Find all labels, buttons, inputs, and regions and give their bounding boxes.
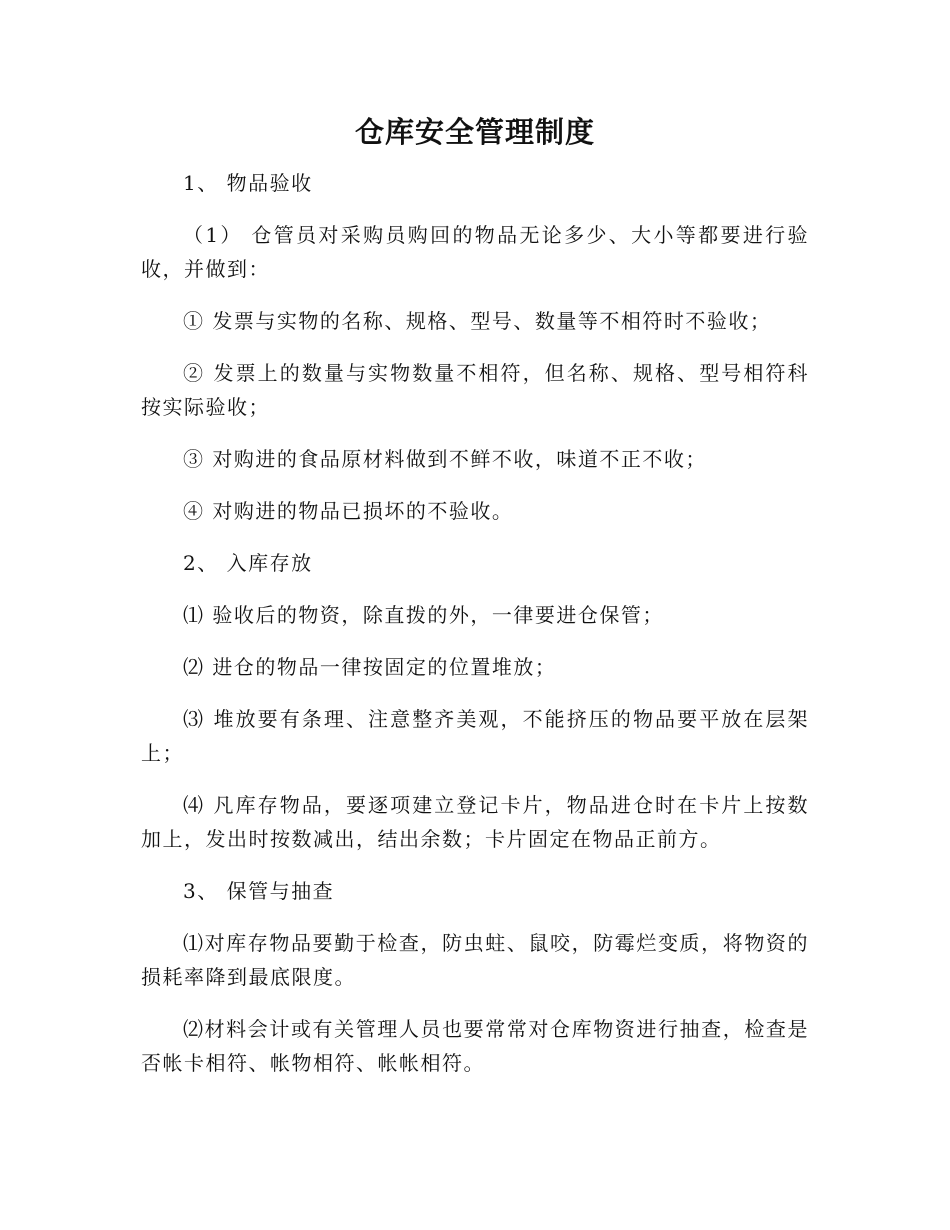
list-item-storage-4: ⑷ 凡库存物品，要逐项建立登记卡片，物品进仓时在卡片上按数加上，发出时按数减出，结出余数；卡片固定在物品正前方。 (141, 793, 809, 851)
list-item-storage-2: ⑵ 进仓的物品一律按固定的位置堆放； (183, 655, 557, 679)
document-title: 仓库安全管理制度 (354, 115, 595, 149)
list-item-storage-3: ⑶ 堆放要有条理、注意整齐美观，不能挤压的物品要平放在层架上； (141, 707, 809, 765)
list-item-receipt-3: ③ 对购进的食品原材料做到不鲜不收，味道不正不收； (183, 447, 707, 471)
list-item-inspection-2: ⑵材料会计或有关管理人员也要常常对仓库物资进行抽查，检查是否帐卡相符、帐物相符、帐帐相符。 (141, 1017, 809, 1075)
list-item-receipt-2: ② 发票上的数量与实物数量不相符，但名称、规格、型号相符科按实际验收； (141, 361, 809, 419)
list-item-inspection-1: ⑴对库存物品要勤于检查，防虫蛀、鼠咬，防霉烂变质，将物资的损耗率降到最底限度。 (141, 931, 809, 989)
paragraph-receipt-intro: （1） 仓管员对采购员购回的物品无论多少、大小等都要进行验收，并做到： (141, 223, 809, 281)
section-heading-3: 3、 保管与抽查 (183, 879, 335, 903)
list-item-receipt-1: ① 发票与实物的名称、规格、型号、数量等不相符时不验收； (183, 309, 772, 333)
section-heading-1: 1、 物品验收 (183, 171, 313, 195)
list-item-receipt-4: ④ 对购进的物品已损坏的不验收。 (183, 499, 514, 523)
section-heading-2: 2、 入库存放 (183, 551, 313, 575)
document-body (141, 166, 809, 1098)
list-item-storage-1: ⑴ 验收后的物资，除直拨的外，一律要进仓保管； (183, 603, 664, 627)
